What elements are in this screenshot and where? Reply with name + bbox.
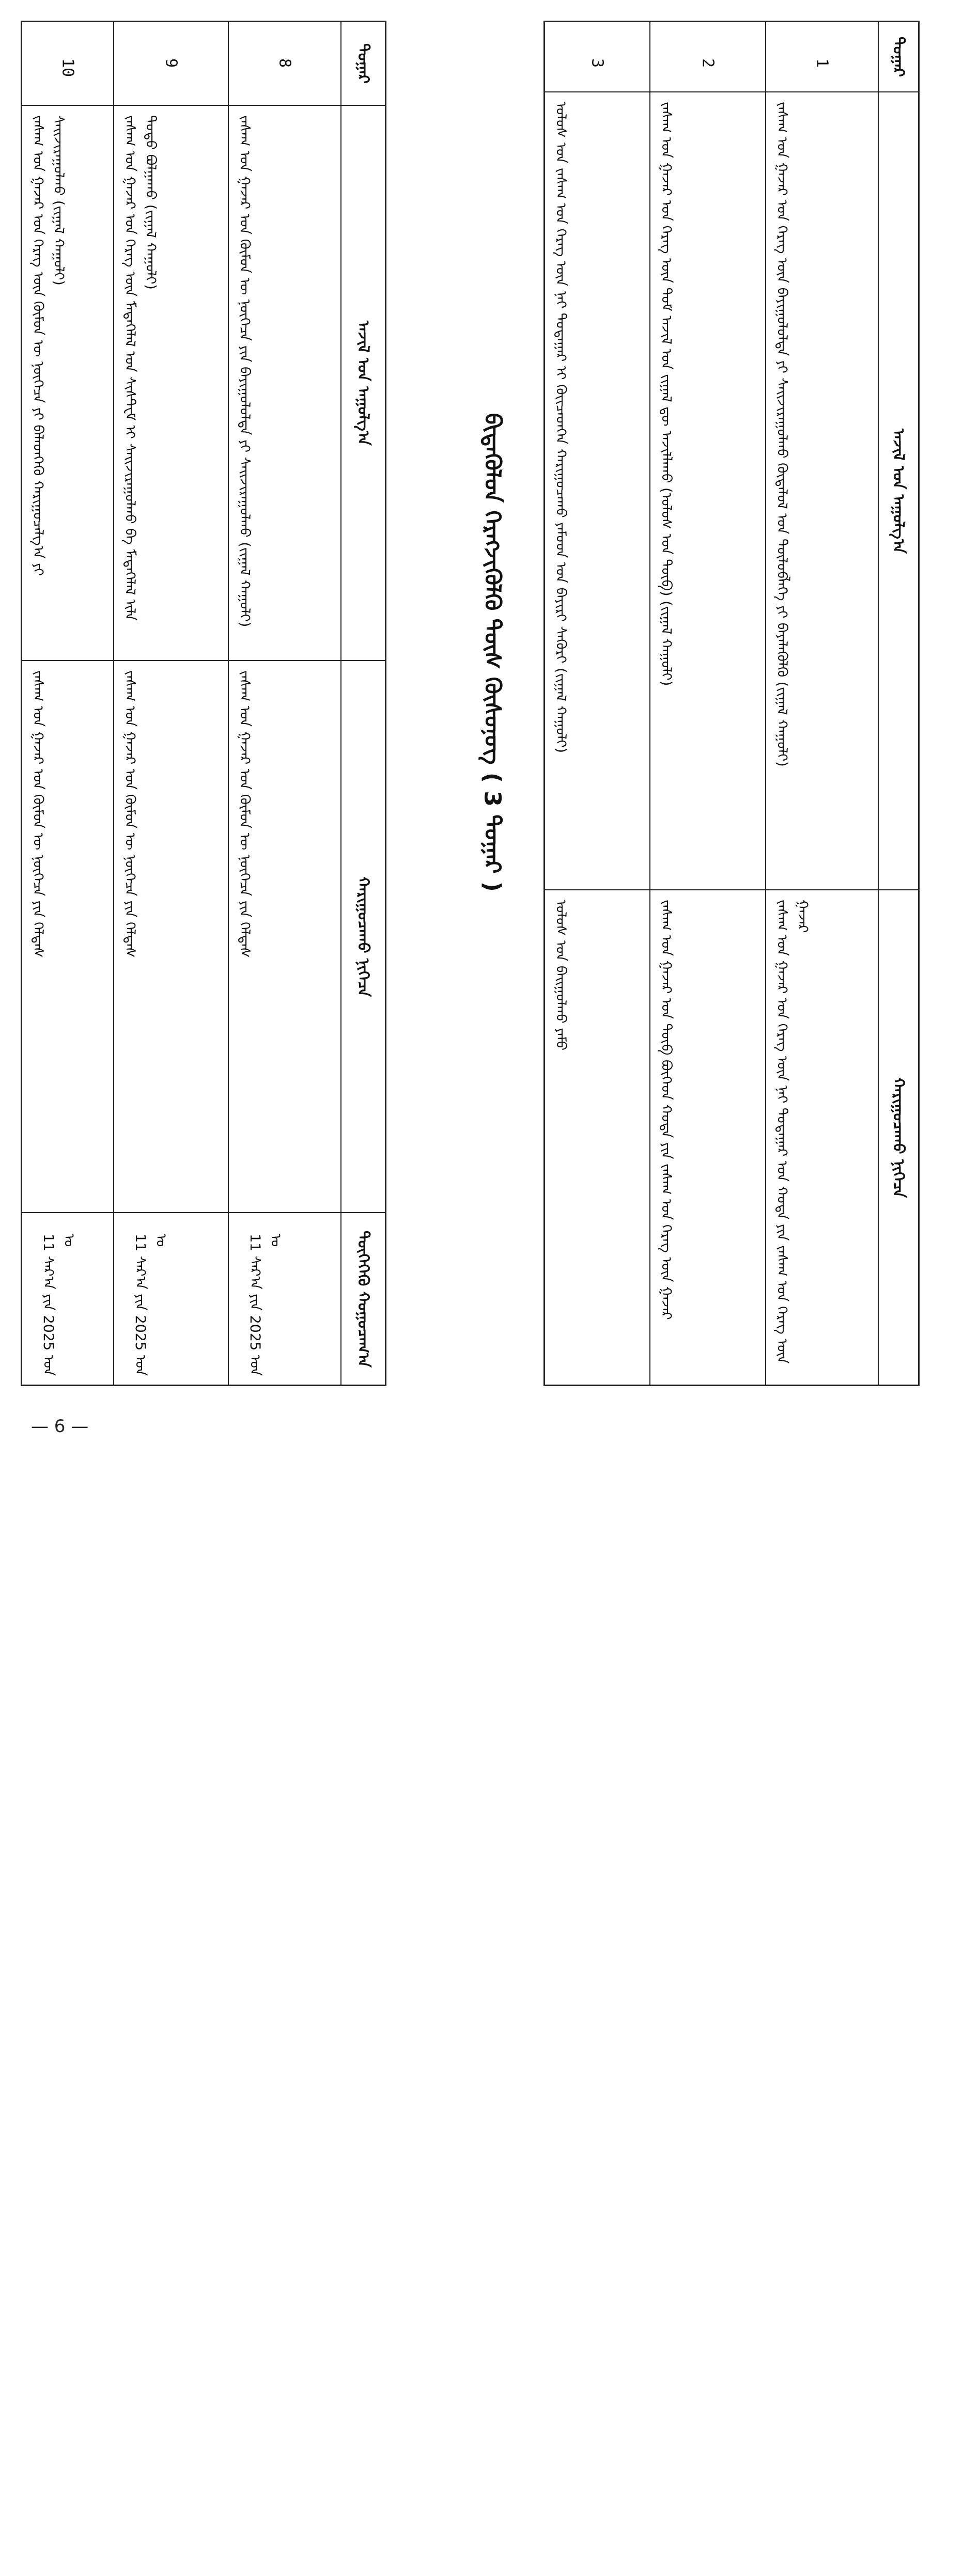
table-row <box>114 22 229 105</box>
number-section <box>22 22 385 106</box>
responsible-section <box>22 661 385 1213</box>
row-number: 9 <box>162 58 180 68</box>
column-header-number: ᠳᠤᠭᠠᠷ <box>889 37 908 77</box>
row-deadline: 11 ᠰᠠᠷ᠎ᠠ ᠶᠢᠨ 2025 ᠣᠨ ᠤ <box>247 1234 284 1376</box>
responsible-section <box>545 890 918 1385</box>
table-row <box>545 890 650 1385</box>
page-title: ᠪᠢᠳᠡᠭᠦᠯᠦᠨ ᠬᠡᠷᠡᠭᠵᠢᠭᠦᠯᠬᠦ ᠳᠦᠰ ᠬᠦᠰᠦᠨᠦᠭ ( 3 ᠳᠤᠭᠠᠷ ) <box>479 413 506 892</box>
row-number: 1 <box>813 58 831 68</box>
row-responsible: ᠤᠯᠤᠰ ᠤᠨ ᠪᠠᠢ᠌ᠭᠤᠯᠬᠤ ᠶᠠᠮᠤ <box>553 900 569 1051</box>
header-cell <box>879 890 918 1385</box>
row-content: ᠵᠠᠰᠠᠭ ᠤᠨ ᠭᠠᠵᠠᠷ ᠤᠨ ᠬᠡᠷᠡᠭ ᠦᠨ ᠪᠠᠶᠢᠭᠤᠯᠤᠯᠲᠠ ᠶᠢ ᠰᠠᠢᠵᠢᠷᠠᠭᠤᠯᠬᠤ ᠬᠥᠳᠡᠯᠦᠯ ᠤᠨ ᠲᠥᠯᠥᠪᠯᠡᠭᠡ ᠶᠢ ᠪᠡᠶᠡᠯᠡᠭᠦᠯᠬᠦ (ᠵᠢᠭᠠᠯ ᠬᠠᠭᠤᠯᠢ) <box>774 102 790 767</box>
table-row <box>229 1213 341 1385</box>
header-cell <box>879 92 918 889</box>
header-cell <box>341 661 385 1212</box>
column-header-responsible: ᠬᠠᠷᠢᠭᠤᠴᠠᠬᠤ ᠨᠢᠭᠡᠴᠡ <box>354 876 372 997</box>
row-number: 10 <box>58 58 77 77</box>
row-content: ᠵᠠᠰᠠᠭ ᠤᠨ ᠭᠠᠵᠠᠷ ᠤᠨ ᠬᠦᠮᠦᠨ ᠦ ᠨᠥᠭᠡᠴᠡ ᠶᠢᠨ ᠪᠠᠶᠢᠭᠤᠯᠤᠯᠲᠠ ᠶᠢ ᠰᠠᠢᠵᠢᠷᠠᠭᠤᠯᠬᠤ (ᠵᠢᠭᠠᠯ ᠬᠠᠭᠤᠯᠢ) <box>237 115 253 627</box>
column-header-number: ᠳᠤᠭᠠᠷ <box>354 43 372 84</box>
column-header-deadline: ᠲᠦᠭᠡᠭᠡᠬᠦ ᠬᠤᠭᠤᠴᠠᠭ᠎ᠠ <box>354 1230 372 1368</box>
row-content: ᠵᠠᠰᠠᠭ ᠤᠨ ᠭᠠᠵᠠᠷ ᠤᠨ ᠬᠡᠷᠡᠭ ᠦᠨ ᠮᠡᠳᠡᠭᠡᠯᠡᠯ ᠤᠨ ᠰᠢᠰᠲ᠋ᠧᠮ ᠢ ᠰᠠᠢᠵᠢᠷᠠᠭᠤᠯᠬᠤ ᠪᠠ ᠮᠡᠳᠡᠭᠡᠯᠡᠯ ᠢᠯᠡ ᠲᠣᠳᠣ ᠪᠣᠯᠭᠠᠬᠤ (ᠵᠢᠭᠠᠯ ᠬᠠᠭᠤᠯᠢ) <box>122 115 159 625</box>
row-deadline: 11 ᠰᠠᠷ᠎ᠠ ᠶᠢᠨ 2025 ᠣᠨ ᠤ <box>40 1234 77 1376</box>
task-table-left <box>21 21 386 1386</box>
row-number: 8 <box>275 58 294 68</box>
column-header-content: ᠠᠵᠢᠯ ᠤᠨ ᠠᠭᠤᠯᠭ᠎ᠠ <box>889 428 908 554</box>
row-responsible: ᠵᠠᠰᠠᠭ ᠤᠨ ᠭᠠᠵᠠᠷ ᠤᠨ ᠬᠦᠮᠦᠨ ᠦ ᠨᠥᠭᠡᠴᠡ ᠶᠢᠨ ᠬᠡᠯᠲᠡᠰ <box>237 670 253 958</box>
table-row <box>22 22 114 105</box>
row-responsible: ᠵᠠᠰᠠᠭ ᠤᠨ ᠭᠠᠵᠠᠷ ᠤᠨ ᠬᠦᠮᠦᠨ ᠦ ᠨᠥᠭᠡᠴᠡ ᠶᠢᠨ ᠬᠡᠯᠲᠡᠰ <box>30 670 46 958</box>
row-responsible: ᠵᠠᠰᠠᠭ ᠤᠨ ᠭᠠᠵᠠᠷ ᠤᠨ ᠬᠦᠮᠦᠨ ᠦ ᠨᠥᠭᠡᠴᠡ ᠶᠢᠨ ᠬᠡᠯᠲᠡᠰ <box>122 670 138 958</box>
table-row <box>545 92 650 889</box>
page-number: — 6 — <box>31 1416 89 1437</box>
table-row <box>229 661 341 1212</box>
header-cell <box>879 22 918 91</box>
row-number: 2 <box>698 58 717 68</box>
row-responsible: ᠵᠠᠰᠠᠭ ᠤᠨ ᠭᠠᠵᠠᠷ ᠤᠨ ᠲᠥᠪ ᠪᠥᠭᠡᠳ ᠬᠣᠲᠠ ᠶᠢᠨ ᠵᠠᠰᠠᠭ ᠤᠨ ᠬᠡᠷᠡᠭ ᠦᠨ ᠭᠠᠵᠠᠷ <box>658 900 674 1320</box>
header-cell <box>341 106 385 660</box>
table-row <box>114 106 229 660</box>
table-row <box>650 92 766 889</box>
row-responsible: ᠵᠠᠰᠠᠭ ᠤᠨ ᠭᠠᠵᠠᠷ ᠤᠨ ᠬᠡᠷᠡᠭ ᠦᠨ ᠨᠠᠢ ᠳᠤᠳᠠᠭᠠᠷ ᠤᠨ ᠬᠣᠲᠠ ᠶᠢᠨ ᠵᠠᠰᠠᠭ ᠤᠨ ᠬᠡᠷᠡᠭ ᠦᠨ ᠭᠠᠵᠠᠷ <box>774 900 811 1369</box>
table-row <box>229 106 341 660</box>
row-content: ᠵᠠᠰᠠᠭ ᠤᠨ ᠭᠠᠵᠠᠷ ᠤᠨ ᠬᠡᠷᠡᠭ ᠦᠨ ᠬᠦᠮᠦᠨ ᠦ ᠨᠥᠭᠡᠴᠡ ᠶᠢ ᠪᠡᠯᠡᠳᠬᠡᠬᠦ ᠬᠠᠷᠢᠭᠤᠴᠠᠯᠭ᠎ᠠ ᠶᠢ ᠰᠠᠢᠵᠢᠷᠠᠭᠤᠯᠬᠤ (ᠵᠢᠭᠠᠯ ᠬᠠᠭᠤᠯᠢ) <box>30 115 67 580</box>
row-content: ᠵᠠᠰᠠᠭ ᠤᠨ ᠭᠠᠵᠠᠷ ᠤᠨ ᠬᠡᠷᠡᠭ ᠦᠨ ᠲᠣᠮ ᠠᠵᠢᠯ ᠤᠨ ᠵᠢᠭᠠᠯ ᠳᠦ ᠠᠵᠢᠯᠯᠠᠬᠤ (ᠤᠯᠤᠰ ᠤᠨ ᠲᠥᠪ) (ᠵᠢᠭᠠᠯ ᠬᠠᠭᠤᠯᠢ) <box>658 102 674 686</box>
table-row <box>114 1213 229 1385</box>
task-table-right <box>543 21 920 1386</box>
header-cell <box>341 1213 385 1385</box>
table-row <box>766 92 879 889</box>
content-section <box>545 92 918 890</box>
table-row <box>114 661 229 1212</box>
table-row <box>766 890 879 1385</box>
header-cell <box>341 22 385 105</box>
deadline-section <box>22 1213 385 1385</box>
table-row <box>650 890 766 1385</box>
content-section <box>22 106 385 661</box>
row-deadline: 11 ᠰᠠᠷ᠎ᠠ ᠶᠢᠨ 2025 ᠣᠨ ᠤ <box>132 1234 169 1376</box>
table-row <box>22 661 114 1212</box>
table-row <box>545 22 650 91</box>
number-section <box>545 22 918 92</box>
column-header-content: ᠠᠵᠢᠯ ᠤᠨ ᠠᠭᠤᠯᠭ᠎ᠠ <box>354 320 372 446</box>
table-row <box>22 106 114 660</box>
table-row <box>650 22 766 91</box>
table-row <box>766 22 879 91</box>
row-number: 3 <box>588 58 607 68</box>
column-header-responsible: ᠬᠠᠷᠢᠭᠤᠴᠠᠬᠤ ᠨᠢᠭᠡᠴᠡ <box>889 1077 908 1198</box>
table-row <box>229 22 341 105</box>
row-content: ᠤᠯᠤᠰ ᠤᠨ ᠵᠠᠰᠠᠭ ᠤᠨ ᠬᠡᠷᠡᠭ ᠦᠨ ᠨᠠᠢ ᠳᠤᠳᠠᠭᠠᠷ ᠢ ᠭᠦᠢᠴᠡᠳᠬᠡᠨ ᠬᠠᠷᠢᠭᠤᠴᠠᠬᠤ ᠶᠠᠮᠤᠳ ᠤᠨ ᠪᠠᠶᠢᠷᠢ ᠰᠡᠭᠦᠷᠢ (ᠵᠢᠭᠠᠯ ᠬᠠᠭᠤᠯᠢ) <box>553 102 569 753</box>
table-row <box>22 1213 114 1385</box>
